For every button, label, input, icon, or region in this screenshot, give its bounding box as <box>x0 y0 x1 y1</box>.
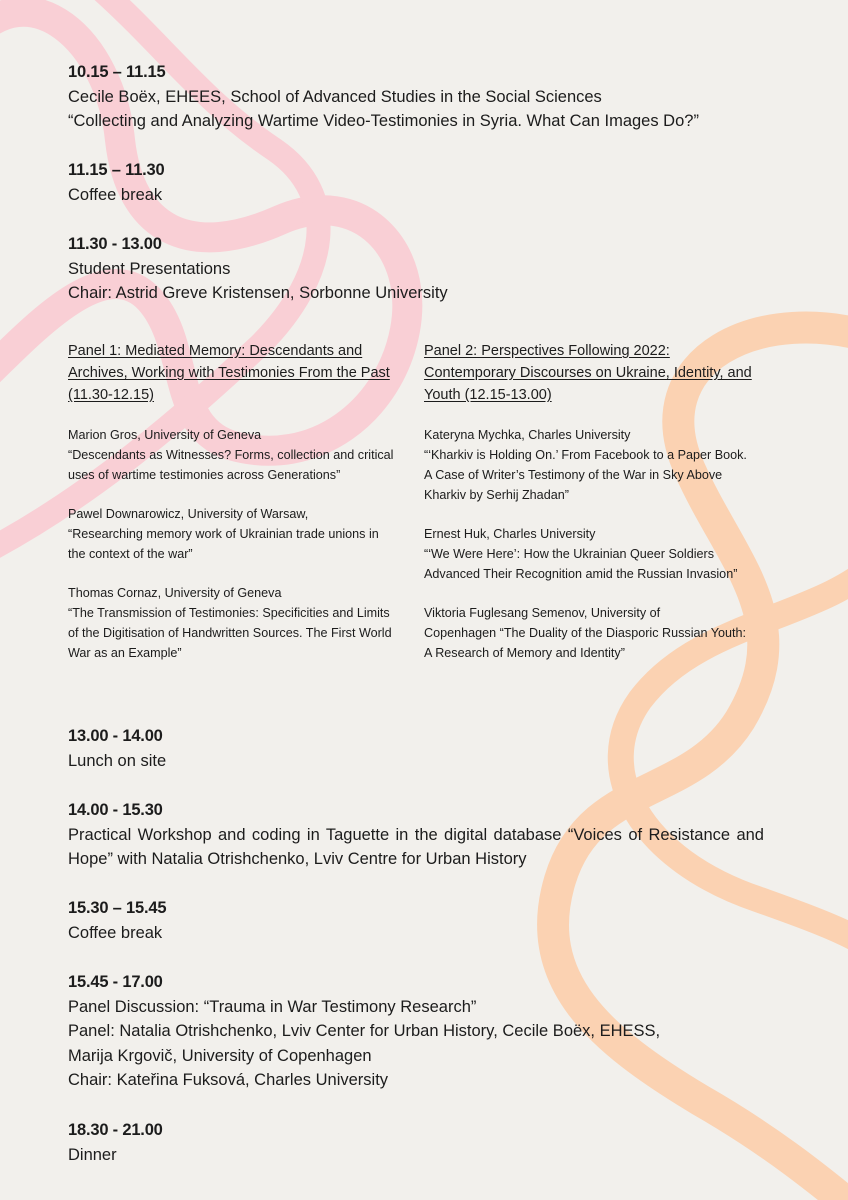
session-1530 <box>68 896 788 945</box>
session-1015 <box>68 60 788 134</box>
talk-speaker: Thomas Cornaz, University of Geneva <box>68 586 282 600</box>
session-time: 14.00 - 15.30 <box>68 801 163 819</box>
session-time: 11.30 - 13.00 <box>68 235 162 253</box>
session-line: Cecile Boëx, EHEES, School of Advanced Studies in the Social Sciences <box>68 87 602 106</box>
talk-item <box>68 425 398 485</box>
panel-title: Panel 1: Mediated Memory: Descendants and Archives, Working with Testimonies From the Past (11.30-12.15) <box>68 343 390 403</box>
session-text: Practical Workshop and coding in Taguette in the digital database “Voices of Resistance and Hope” with Natalia Otrishchenko, Lviv Centre for Urban History <box>68 825 764 868</box>
talk-speaker: Viktoria Fuglesang Semenov, University of <box>424 606 661 620</box>
talk-title: “The Transmission of Testimonies: Specificities and Limits of the Digitisation of Handwritten Sources. The First World War as an Example” <box>68 606 392 660</box>
talk-item <box>424 425 754 505</box>
session-1115 <box>68 158 788 207</box>
talk-item <box>424 524 754 584</box>
session-line: Lunch on site <box>68 751 167 770</box>
session-line: Student Presentations <box>68 259 231 278</box>
session-time: 13.00 - 14.00 <box>68 727 163 745</box>
talk-title: Copenhagen “The Duality of the Diasporic Russian Youth: A Research of Memory and Identity” <box>424 626 747 660</box>
talk-item <box>424 603 754 663</box>
session-1545 <box>68 970 788 1093</box>
talk-speaker: Kateryna Mychka, Charles University <box>424 428 631 442</box>
session-line: Chair: Astrid Greve Kristensen, Sorbonne University <box>68 284 448 302</box>
talk-title: “‘We Were Here’: How the Ukrainian Queer Soldiers Advanced Their Recognition amid the Russian Invasion” <box>424 547 738 581</box>
session-time: 18.30 - 21.00 <box>68 1121 163 1139</box>
talk-speaker: Ernest Huk, Charles University <box>424 527 596 541</box>
talk-item <box>68 504 398 564</box>
panel-1 <box>68 340 398 682</box>
panel-title: Panel 2: Perspectives Following 2022: Contemporary Discourses on Ukraine, Identity, and Youth (12.15-13.00) <box>424 343 752 403</box>
talk-speaker: Marion Gros, University of Geneva <box>68 428 262 442</box>
session-time: 10.15 – 11.15 <box>68 63 166 81</box>
session-1830 <box>68 1118 788 1167</box>
talk-title: “Descendants as Witnesses? Forms, collection and critical uses of wartime testimonies across Generations” <box>68 448 394 482</box>
session-line: Chair: Kateřina Fuksová, Charles University <box>68 1071 389 1089</box>
talk-title: “‘Kharkiv is Holding On.’ From Facebook to a Paper Book. A Case of Writer’s Testimony of the War in Sky Above Kharkiv by Serhij Zhadan” <box>424 448 747 502</box>
session-line: Coffee break <box>68 185 163 204</box>
session-line: “Collecting and Analyzing Wartime Video-Testimonies in Syria. What Can Images Do?” <box>68 112 699 130</box>
session-1300 <box>68 724 788 773</box>
session-time: 11.15 – 11.30 <box>68 161 165 179</box>
session-line: Panel: Natalia Otrishchenko, Lviv Center for Urban History, Cecile Boëx, EHESS, <box>68 1022 661 1040</box>
session-line: Dinner <box>68 1145 117 1164</box>
talk-speaker: Pawel Downarowicz, University of Warsaw, <box>68 507 309 521</box>
panel-2 <box>424 340 754 682</box>
session-1400 <box>68 798 788 872</box>
session-1130 <box>68 232 788 306</box>
session-time: 15.30 – 15.45 <box>68 899 167 917</box>
session-time: 15.45 - 17.00 <box>68 973 163 991</box>
session-line: Coffee break <box>68 923 163 942</box>
session-line: Panel Discussion: “Trauma in War Testimony Research” <box>68 997 477 1016</box>
session-line: Marija Krgovič, University of Copenhagen <box>68 1046 372 1065</box>
talk-title: “Researching memory work of Ukrainian trade unions in the context of the war” <box>68 527 379 561</box>
talk-item <box>68 583 398 663</box>
